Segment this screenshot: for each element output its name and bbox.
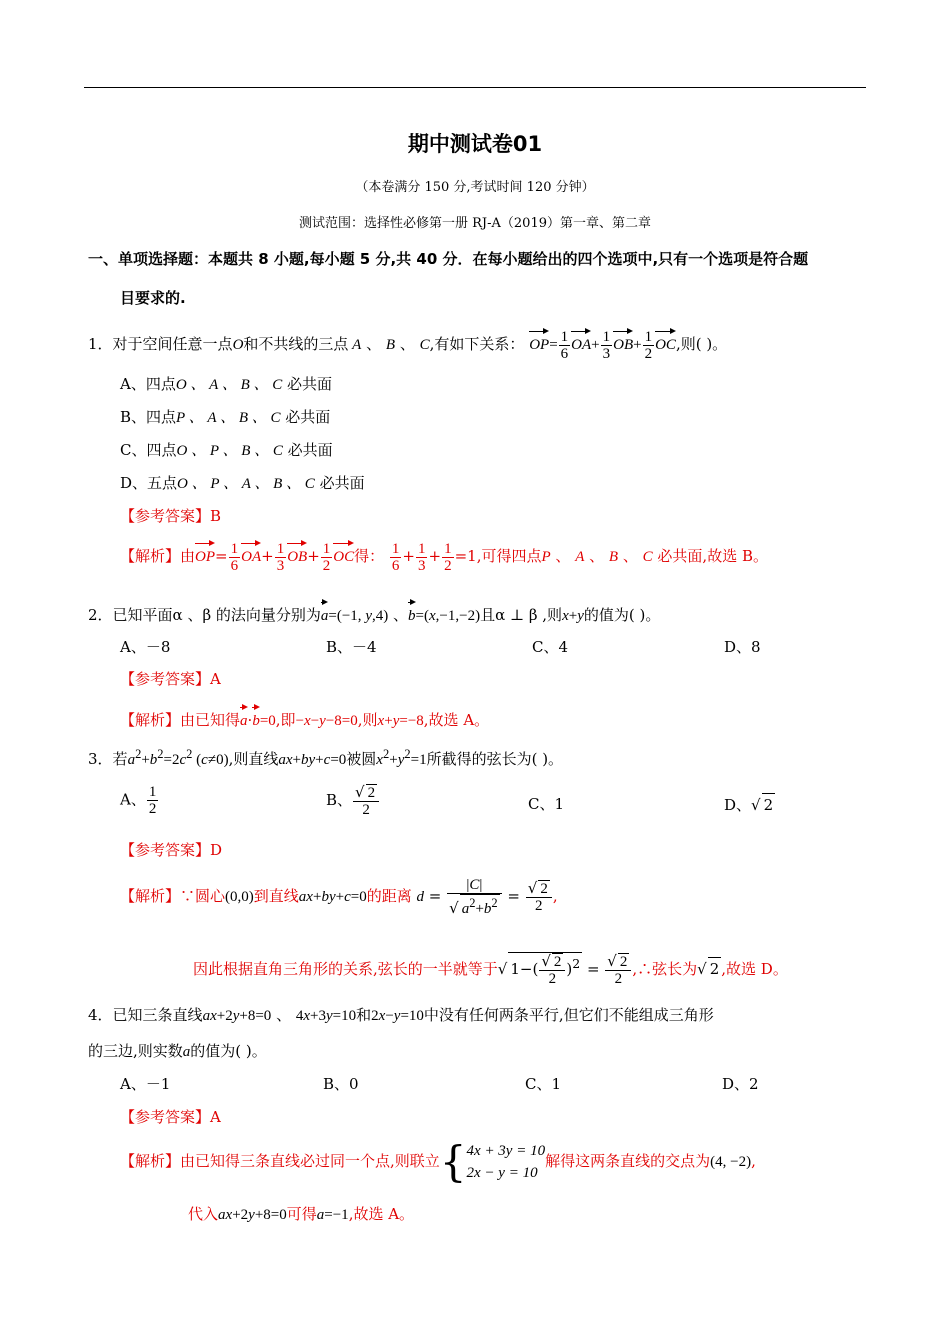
q1-number: 1． [88, 335, 113, 353]
q2-option-a: A、－8 [120, 638, 171, 656]
q3-answer: 【参考答案】D [120, 841, 223, 859]
exam-subtitle: （本卷满分 150 分,考试时间 120 分钟） [355, 180, 595, 195]
q4-option-a: A、－1 [120, 1075, 171, 1093]
q3-analysis-2: 因此根据直角三角形的关系,弦长的一半就等于√ 1−( $\frac{√ 2}{2}$ )$^2$ = $\frac{√ 2}{2}$ ,∴弦长为√ 2 ,故选 D。 [193, 952, 788, 987]
section-heading: 一、单项选择题：本题共 8 小题,每小题 5 分,共 40 分．在每小题给出的四个选项中,只有一个选项是符合题 [88, 250, 809, 268]
exam-scope: 测试范围：选择性必修第一册 RJ-A（2019）第一章、第二章 [299, 216, 651, 231]
q4-option-d: D、2 [722, 1075, 759, 1093]
q2-option-b: B、－4 [326, 638, 377, 656]
q3-option-a: A、 $\frac{1}{2}$ [120, 784, 157, 817]
q3-option-c: C、1 [528, 795, 565, 813]
q2-analysis: 【解析】由已知得a·b=0,即−x−y−8=0,则x+y=−8,故选 A。 [120, 704, 489, 732]
q1-stem: 1．对于空间任意一点O和不共线的三点 A 、 B 、 C,有如下关系： OP= $\frac{1}{6}$ OA+ $\frac{1}{3}$ OB+ $\frac{1}{2}$ OC,则( )。 [88, 328, 728, 362]
q2-answer: 【参考答案】A [120, 670, 221, 688]
q4-number: 4． [88, 1006, 113, 1024]
q3-number: 3． [88, 750, 113, 768]
section-heading-cont: 目要求的. [120, 289, 186, 307]
q3-analysis: 【解析】∵圆心(0,0)到直线ax+by+c=0的距离 d = $\frac{|C|}{√ a^2+b^2}$ = $\frac{√ 2}{2}$ , [120, 877, 558, 917]
q2-stem: 2．已知平面α 、β 的法向量分别为a=(−1, y,4) 、b=(x,−1,−2)且α ⊥ β ,则x+y的值为( )。 [88, 599, 660, 627]
q2-option-d: D、8 [724, 638, 761, 656]
q1-option-c: C、四点O 、 P 、 B 、 C 必共面 [120, 441, 333, 459]
q1-analysis: 【解析】由OP= $\frac{1}{6}$ OA+ $\frac{1}{3}$ OB+ $\frac{1}{2}$ OC得： $\frac{1}{6}$ + $\frac{1}{3}$ + $\frac{1}{2}$ =1,可得四点P 、 A 、 B 、 C 必共面,故选 B。 [120, 540, 768, 574]
q4-analysis-2: 代入ax+2y+8=0可得a=−1,故选 A。 [188, 1205, 415, 1223]
q4-stem: 4．已知三条直线ax+2y+8=0 、 4x+3y=10和2x−y=10中没有任何两条平行,但它们不能组成三角形 [88, 1006, 714, 1024]
q4-option-b: B、0 [323, 1075, 359, 1093]
q4-option-c: C、1 [525, 1075, 562, 1093]
header-rule [84, 87, 866, 88]
q1-answer: 【参考答案】B [120, 507, 222, 525]
q4-stem-cont: 的三边,则实数a的值为( )。 [88, 1042, 267, 1060]
q3-stem: 3．若$a^2+b^2=2c^2$ (c≠0),则直线ax+by+c=0被圆$x^2+y^2=1$所截得的弦长为( )。 [88, 747, 564, 768]
q1-option-b: B、四点P 、 A 、 B 、 C 必共面 [120, 408, 331, 426]
q1-option-a: A、四点O 、 A 、 B 、 C 必共面 [120, 375, 333, 393]
q4-answer: 【参考答案】A [120, 1108, 221, 1126]
q3-option-d: D、√ 2 [724, 793, 775, 816]
q2-option-c: C、4 [532, 638, 569, 656]
q3-option-b: B、 $\frac{√ 2}{2}$ [326, 784, 380, 818]
page-title: 期中测试卷01 [407, 132, 543, 156]
q1-option-d: D、五点O 、 P 、 A 、 B 、 C 必共面 [120, 474, 365, 492]
q4-analysis: 【解析】由已知得三条直线必过同一个点,则联立{4x + 3y = 10 2x − y = 10解得这两条直线的交点为(4, −2), [120, 1137, 756, 1186]
q2-number: 2． [88, 606, 113, 624]
